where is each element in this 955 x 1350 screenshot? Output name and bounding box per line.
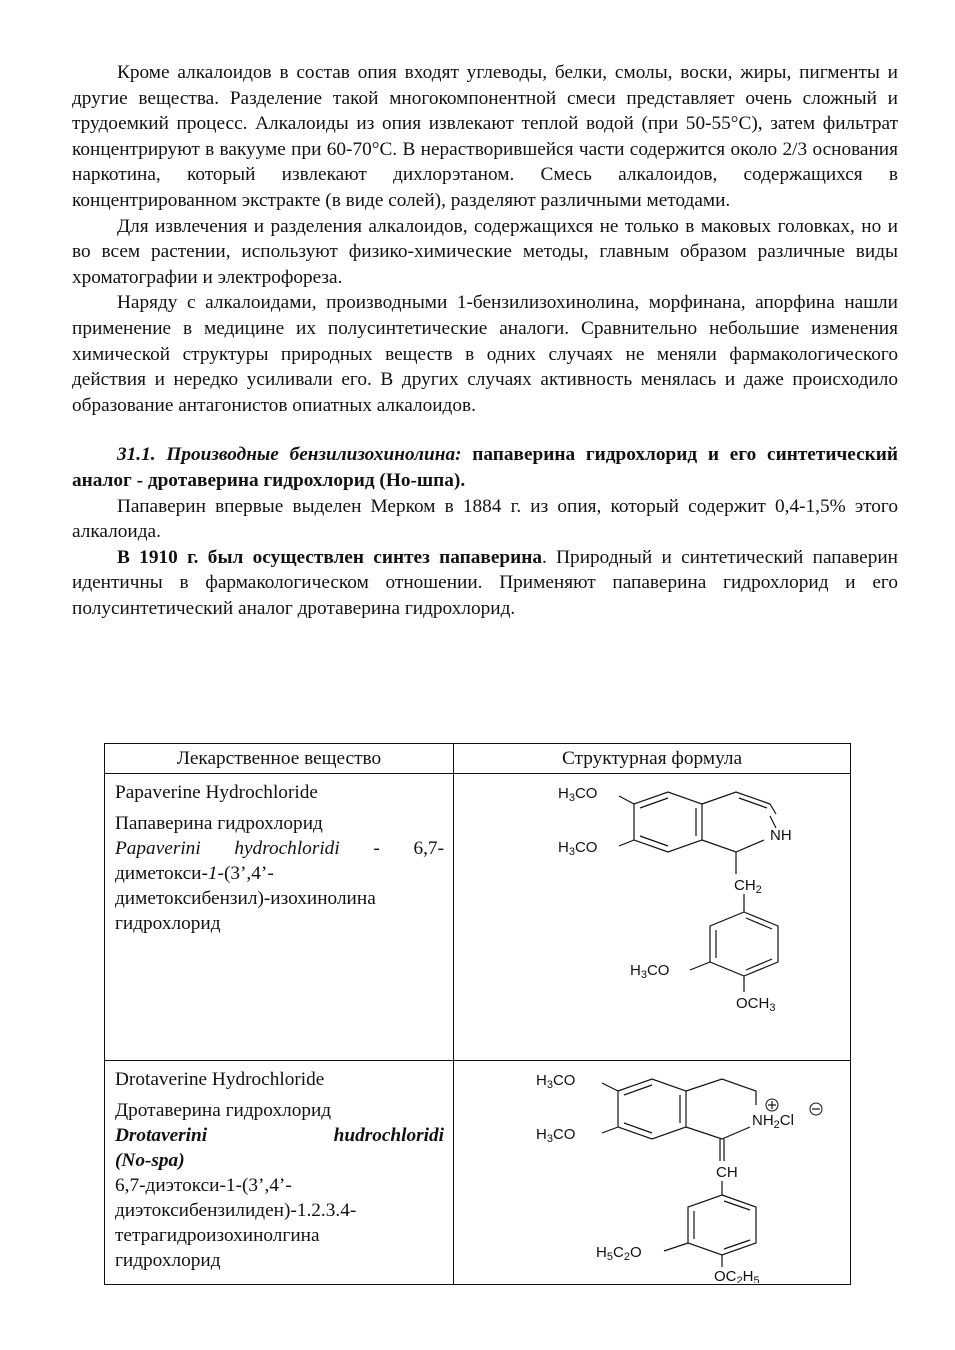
- drug-table: [104, 743, 851, 1285]
- drotaverine-ch: CH: [716, 1164, 738, 1181]
- drotaverine-benzylidene-ring: [688, 1195, 756, 1255]
- papaverine-structure-diagram: [454, 774, 850, 1059]
- drotaverine-h3co-mid: $H_3CO$: [536, 1126, 576, 1145]
- drotaverine-h5c2o: $H_5C_2O$: [596, 1244, 642, 1263]
- papaverine-h3co-mid: $H_3CO$: [558, 839, 598, 858]
- drotaverine-benzo-ring: [618, 1079, 686, 1139]
- drotaverine-latin-a: Drotaverini: [115, 1125, 208, 1146]
- paragraph-extraction-methods: Для извлечения и разделения алкалоидов, содержащихся не только в маковых головках, но и во всем растении, используют физико-химические методы, главным образом различные виды хроматографии и электрофореза.: [72, 215, 898, 288]
- papaverine-benzyl-ring: [710, 912, 778, 976]
- paragraph-papaverine-synthesis: [72, 545, 898, 622]
- papaverine-name-en: Papaverine Hydrochloride: [115, 782, 318, 803]
- drotaverine-nh2cl: $NH_2Cl$: [752, 1112, 794, 1131]
- drotaverine-desc-4: гидрохлорид: [115, 1250, 221, 1271]
- synthesis-bold: В 1910 г. был осуществлен синтез папаверина: [117, 546, 542, 568]
- cell-papaverine-name: [105, 774, 454, 1061]
- body-text: [72, 60, 898, 621]
- papaverine-ch2: $CH_2$: [734, 877, 762, 896]
- papaverine-latin-line: [115, 836, 444, 861]
- papaverine-desc-3: диметоксибензил)-изохинолина: [115, 888, 376, 909]
- paragraph-papaverine-history: Папаверин впервые выделен Мерком в 1884 г. из опия, который содержит 0,4-1,5% этого алкалоида.: [72, 495, 898, 543]
- drotaverine-latin-line: [115, 1123, 444, 1148]
- section-heading: [72, 442, 898, 493]
- papaverine-desc-4: гидрохлорид: [115, 913, 221, 934]
- papaverine-desc-2: [115, 861, 444, 886]
- paragraph-semisynthetic-analogs: Наряду с алкалоидами, производными 1-бензилизохинолина, морфинана, апорфина нашли применение в медицине их полусинтетические аналоги. Сравнительно небольшие изменения химической структуры природных веществ в одних случаях не меняли фармакологического действия и нередко усиливали его. В других случаях активность менялась и даже происходило образование антагонистов опиатных алкалоидов.: [72, 292, 898, 416]
- table-row-papaverine: [105, 774, 851, 1061]
- section-heading-italic: 31.1. Производные бензилизохинолина:: [117, 444, 462, 466]
- cell-papaverine-structure: [454, 774, 851, 1061]
- drotaverine-desc-1: 6,7-диэтокси-1-(3’,4’-: [115, 1175, 292, 1196]
- papaverine-pyridine-ring: [702, 792, 776, 814]
- section-heading-bold: папаверина гидрохлорид и его синтетический аналог - дротаверина гидрохлорид (Но-шпа).: [72, 444, 898, 491]
- papaverine-nh: NH: [770, 827, 792, 844]
- table-header-row: [105, 744, 851, 774]
- papaverine-name-ru: Папаверина гидрохлорид: [115, 813, 323, 834]
- paragraph-opium-composition: Кроме алкалоидов в состав опия входят углеводы, белки, смолы, воски, жиры, пигменты и другие вещества. Разделение такой многокомпонентной смеси представляет очень сложный и трудоемкий процесс. Алкалоиды из опия извлекают теплой водой (при 50-55°С), затем фильтрат концентрируют в вакууме при 60-70°С. В нерастворившейся части содержится около 2/3 основания наркотина, который извлекают дихлорэтаном. Смесь алкалоидов, содержащихся в концентрированном экстракте (в виде солей), разделяют различными методами.: [72, 62, 898, 211]
- drotaverine-latin-c: (No-spa): [115, 1150, 185, 1171]
- table-row-drotaverine: [105, 1061, 851, 1285]
- synthesis-rest: . Природный и синтетический папаверин идентичны в фармакологическом отношении. Применяют папаверина гидрохлорид и его полусинтетический аналог дротаверина гидрохлорид.: [72, 546, 898, 619]
- drotaverine-desc-2: диэтоксибензилиден)-1.2.3.4-: [115, 1200, 357, 1221]
- column-header-formula: Структурная формула: [454, 744, 851, 774]
- drotaverine-tetrahydro-ring: [686, 1079, 756, 1105]
- drotaverine-latin-b: hudrochloridi: [333, 1125, 444, 1146]
- papaverine-benzo-ring: [634, 792, 702, 852]
- drotaverine-h3co-top: $H_3CO$: [536, 1072, 576, 1091]
- cell-drotaverine-name: [105, 1061, 454, 1285]
- papaverine-latin: Papaverini hydrochloridi: [115, 838, 340, 859]
- drotaverine-name-en: Drotaverine Hydrochloride: [115, 1069, 325, 1090]
- papaverine-och3: $OCH_3$: [736, 995, 776, 1014]
- drotaverine-desc-3: тетрагидроизохинолгина: [115, 1225, 320, 1246]
- drotaverine-structure-diagram: [454, 1061, 850, 1283]
- cell-drotaverine-structure: [454, 1061, 851, 1285]
- papaverine-h3co-low: $H_3CO$: [630, 962, 670, 981]
- column-header-substance: Лекарственное вещество: [105, 744, 454, 774]
- papaverine-desc-2c: -(3’,4’-: [217, 863, 274, 884]
- papaverine-h3co-top: $H_3CO$: [558, 785, 598, 804]
- papaverine-desc-2b: 1: [207, 863, 218, 884]
- papaverine-desc-1: - 6,7-: [339, 838, 444, 859]
- papaverine-desc-2a: диметокси-: [115, 863, 208, 884]
- drotaverine-oc2h5: $OC_2H_5$: [714, 1268, 760, 1283]
- drotaverine-name-ru: Дротаверина гидрохлорид: [115, 1100, 332, 1121]
